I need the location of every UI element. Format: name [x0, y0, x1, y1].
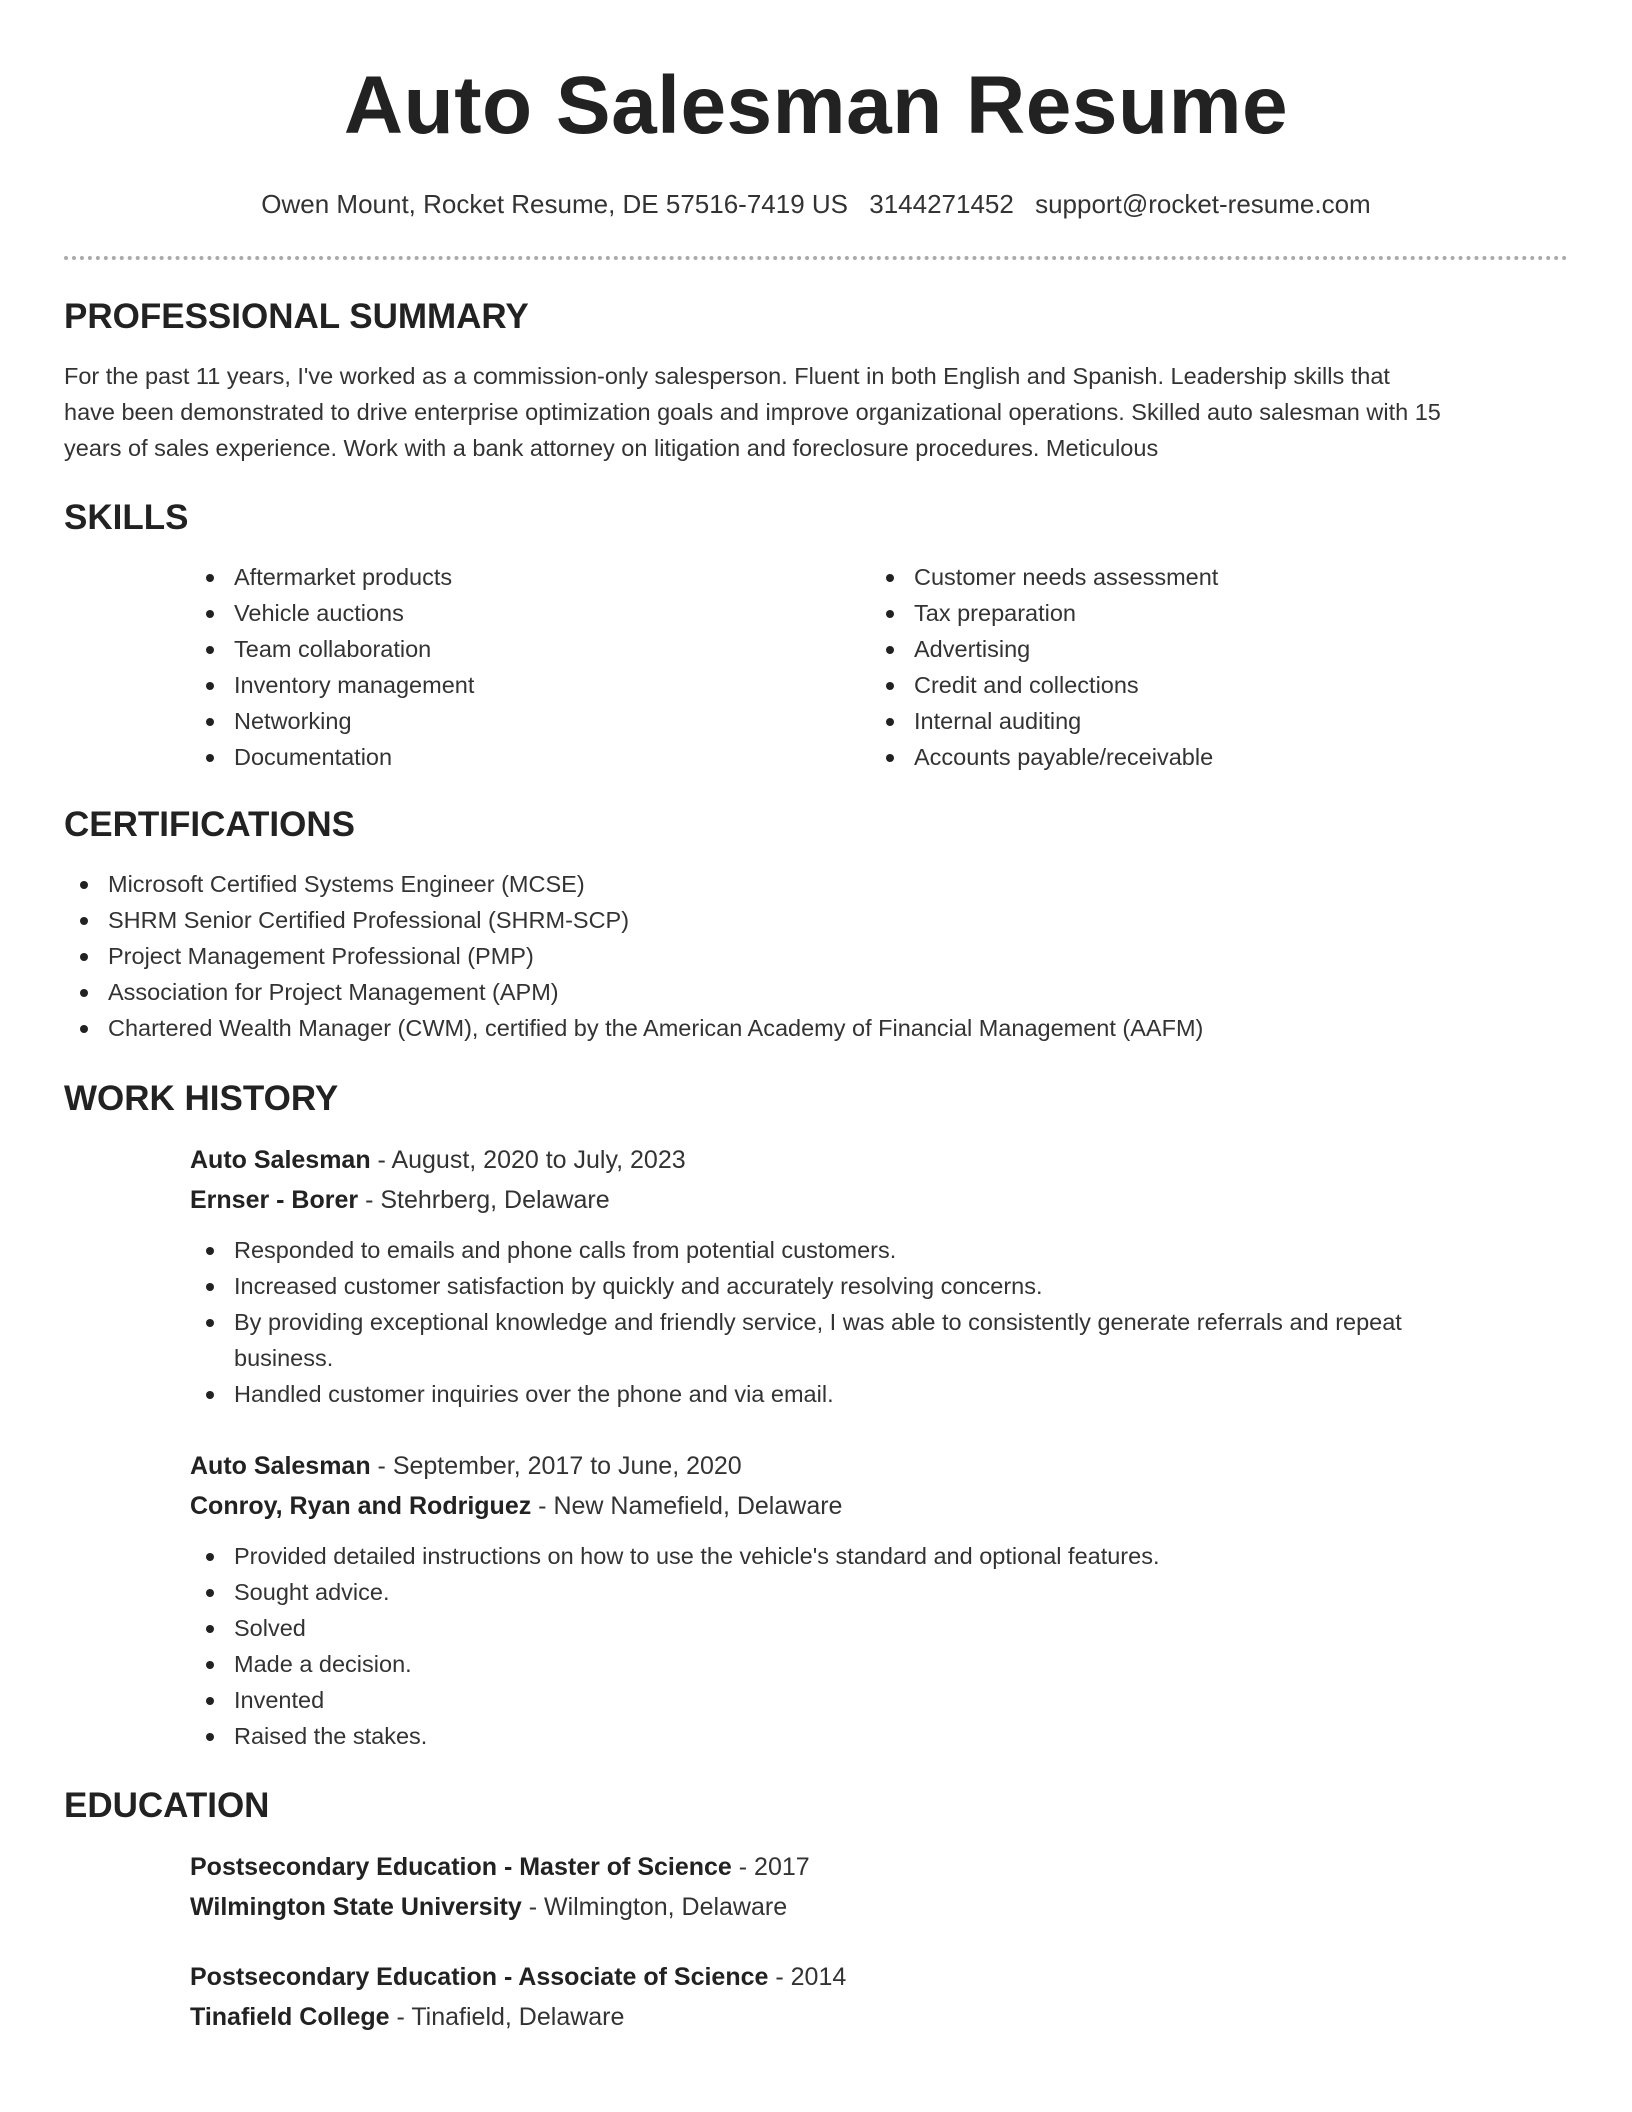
skill-item: Team collaboration — [190, 631, 870, 667]
resume-title: Auto Salesman Resume — [343, 60, 1289, 151]
contact-email: support@rocket-resume.com — [1035, 189, 1371, 219]
job-dates: - August, 2020 to July, 2023 — [370, 1146, 686, 1174]
skill-item: Advertising — [870, 631, 1550, 667]
skill-item: Tax preparation — [870, 595, 1550, 631]
education-school-line — [190, 1887, 1568, 1927]
job-duty: By providing exceptional knowledge and friendly service, I was able to consistently generate referrals and repeat business. — [190, 1304, 1494, 1376]
education-school: Wilmington State University — [190, 1893, 522, 1921]
job-duty: Raised the stakes. — [190, 1718, 1570, 1754]
job-duties-list — [190, 1538, 1570, 1754]
education-degree: Postsecondary Education - Associate of Science — [190, 1963, 769, 1991]
certification-item: Association for Project Management (APM) — [64, 974, 1568, 1010]
summary-section — [64, 296, 1568, 466]
header-divider — [64, 256, 1568, 260]
job-location: - New Namefield, Delaware — [531, 1492, 843, 1520]
job-duty: Handled customer inquiries over the phone and via email. — [190, 1376, 1570, 1412]
certifications-heading: CERTIFICATIONS — [64, 805, 356, 844]
skill-item: Aftermarket products — [190, 559, 870, 595]
work-heading: WORK HISTORY — [64, 1079, 339, 1118]
skills-right-list — [870, 559, 1550, 775]
education-section — [64, 1785, 1568, 2037]
job-title: Auto Salesman — [190, 1452, 371, 1480]
job-duty: Provided detailed instructions on how to use the vehicle's standard and optional features. — [190, 1538, 1570, 1574]
skill-item: Internal auditing — [870, 703, 1550, 739]
skill-item: Inventory management — [190, 667, 870, 703]
work-section — [64, 1078, 1568, 1754]
education-degree: Postsecondary Education - Master of Science — [190, 1853, 732, 1881]
job-company-line — [190, 1180, 1568, 1220]
skill-item: Credit and collections — [870, 667, 1550, 703]
skills-section — [64, 497, 1568, 775]
resume-page — [64, 0, 1568, 2031]
education-heading: EDUCATION — [64, 1786, 270, 1825]
job-company: Conroy, Ryan and Rodriguez — [190, 1492, 532, 1520]
skills-left-list — [190, 559, 870, 775]
education-school: Tinafield College — [190, 2003, 390, 2031]
job-duty: Made a decision. — [190, 1646, 1570, 1682]
certification-item: SHRM Senior Certified Professional (SHRM-SCP) — [64, 902, 1568, 938]
contact-line — [64, 188, 1568, 220]
job-entry — [190, 1446, 1568, 1754]
skill-item: Accounts payable/receivable — [870, 739, 1550, 775]
job-title-line — [190, 1140, 1568, 1180]
contact-address: Owen Mount, Rocket Resume, DE 57516-7419 US — [261, 189, 849, 219]
education-entry — [190, 1847, 1568, 1927]
skills-grid — [190, 559, 1568, 775]
certification-item: Chartered Wealth Manager (CWM), certified by the American Academy of Financial Management (AAFM) — [64, 1010, 1568, 1046]
skill-item: Vehicle auctions — [190, 595, 870, 631]
job-title: Auto Salesman — [190, 1146, 371, 1174]
summary-text: For the past 11 years, I've worked as a commission-only salesperson. Fluent in both English and Spanish. Leadership skills that have been demonstrated to drive enterprise optimization goals and improve organizational operations. Skilled auto salesman with 15 years of sales experience. Work with a bank attorney on litigation and foreclosure procedures. Meticulous — [64, 363, 1441, 461]
certification-item: Project Management Professional (PMP) — [64, 938, 1568, 974]
job-location: - Stehrberg, Delaware — [358, 1186, 610, 1214]
certifications-section — [64, 804, 1568, 1046]
certification-item: Microsoft Certified Systems Engineer (MCSE) — [64, 866, 1568, 902]
job-duty: Responded to emails and phone calls from potential customers. — [190, 1232, 1570, 1268]
education-year: - 2017 — [731, 1853, 810, 1881]
job-duty: Increased customer satisfaction by quickly and accurately resolving concerns. — [190, 1268, 1570, 1304]
job-duty: Invented — [190, 1682, 1570, 1718]
education-entry — [190, 1957, 1568, 2037]
certifications-list — [64, 866, 1568, 1046]
job-title-line — [190, 1446, 1568, 1486]
job-company-line — [190, 1486, 1568, 1526]
skills-heading: SKILLS — [64, 498, 189, 537]
job-duty: Sought advice. — [190, 1574, 1570, 1610]
job-entry — [190, 1140, 1568, 1412]
job-duties-list — [190, 1232, 1570, 1412]
education-location: - Wilmington, Delaware — [521, 1893, 788, 1921]
job-dates: - September, 2017 to June, 2020 — [370, 1452, 742, 1480]
skill-item: Networking — [190, 703, 870, 739]
skill-item: Customer needs assessment — [870, 559, 1550, 595]
education-year: - 2014 — [768, 1963, 847, 1991]
education-school-line — [190, 1997, 1568, 2037]
education-location: - Tinafield, Delaware — [389, 2003, 625, 2031]
summary-heading: PROFESSIONAL SUMMARY — [64, 297, 529, 336]
contact-phone: 3144271452 — [869, 189, 1014, 219]
job-company: Ernser - Borer — [190, 1186, 359, 1214]
education-degree-line — [190, 1957, 1568, 1997]
skill-item: Documentation — [190, 739, 870, 775]
education-degree-line — [190, 1847, 1568, 1887]
job-duty: Solved — [190, 1610, 1570, 1646]
